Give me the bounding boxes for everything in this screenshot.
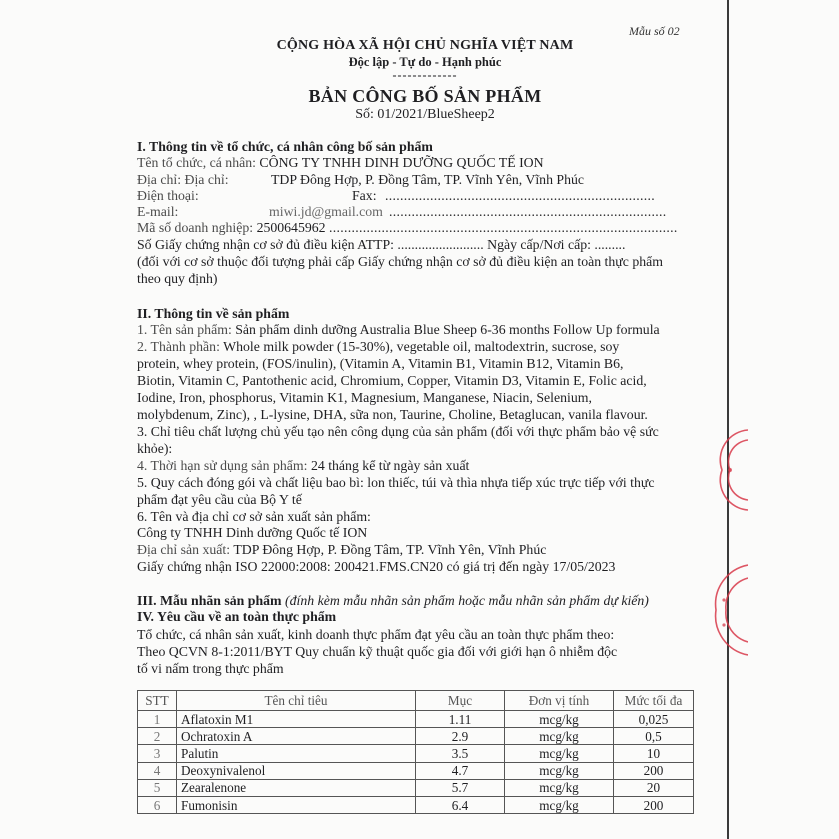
- tax-code-row: [137, 220, 678, 236]
- phone-fax-row: [137, 188, 677, 204]
- section-2-heading: II. Thông tin về sản phẩm: [137, 306, 290, 321]
- cell-criterion: Fumonisin: [177, 796, 416, 813]
- column-header-max-level: Mức tối đa: [614, 691, 694, 711]
- ingredients-row: [137, 339, 619, 355]
- section-3-note: (đính kèm mẫu nhãn sản phẩm hoặc mẫu nhãn sản phẩm dự kiến): [285, 593, 649, 608]
- cell-stt: 5: [138, 779, 177, 796]
- producer-heading: 6. Tên và địa chỉ cơ sở sản xuất sản phẩm:: [137, 509, 371, 524]
- product-name-value: Sản phẩm dinh dưỡng Australia Blue Sheep 6-36 months Follow Up formula: [235, 322, 660, 337]
- cell-item: 4.7: [416, 762, 505, 779]
- fax-label: Fax:: [352, 188, 377, 203]
- tax-code-value: 2500645962: [256, 220, 326, 235]
- cell-item: 6.4: [416, 796, 505, 813]
- org-name-value: CÔNG TY TNHH DINH DƯỠNG QUỐC TẾ ION: [259, 155, 544, 170]
- cell-criterion: Aflatoxin M1: [177, 711, 416, 728]
- document-title: BẢN CÔNG BỐ SẢN PHẨM: [308, 86, 542, 106]
- packaging-line-2: phẩm đạt yêu cầu của Bộ Y tế: [137, 492, 302, 507]
- cell-unit: mcg/kg: [505, 711, 614, 728]
- ingredients-line-4: Iodine, Iron, phosphorus, Vitamin K1, Magnesium, Manganese, Niacin, Selenium,: [137, 390, 592, 405]
- table-row: [138, 711, 694, 728]
- ingredients-line-2: protein, whey protein, (FOS/inulin), (Vitamin A, Vitamin B1, Vitamin B12, Vitamin B6,: [137, 356, 624, 371]
- email-value: miwi.jd@gmail.com: [269, 204, 383, 219]
- cell-stt: 3: [138, 745, 177, 762]
- cell-unit: mcg/kg: [505, 745, 614, 762]
- table-row: [138, 796, 694, 813]
- cell-stt: 2: [138, 728, 177, 745]
- cell-unit: mcg/kg: [505, 728, 614, 745]
- org-name-row: [137, 155, 544, 171]
- shelf-life-label: 4. Thời hạn sử dụng sản phẩm:: [137, 458, 308, 473]
- cell-item: 3.5: [416, 745, 505, 762]
- product-name-row: [137, 322, 660, 338]
- phone-label: Điện thoại:: [137, 188, 199, 203]
- quality-criteria-line-1: 3. Chỉ tiêu chất lượng chủ yếu tạo nên công dụng của sản phẩm (đối với thực phẩm bảo vệ sức: [137, 424, 659, 439]
- section-1-heading: I. Thông tin về tổ chức, cá nhân công bố sản phẩm: [137, 139, 433, 154]
- column-header-item: Mục: [416, 691, 505, 711]
- cell-max-level: 200: [614, 762, 694, 779]
- cell-stt: 4: [138, 762, 177, 779]
- cell-unit: mcg/kg: [505, 779, 614, 796]
- ingredients-line-3: Biotin, Vitamin C, Pantothenic acid, Chromium, Copper, Vitamin D3, Vitamin E, Folic acid,: [137, 373, 647, 388]
- section-3-heading: III. Mẫu nhãn sản phẩm: [137, 593, 282, 608]
- cell-max-level: 20: [614, 779, 694, 796]
- email-dots: ..........................................................................: [389, 204, 667, 219]
- cert-note-line-2: theo quy định): [137, 271, 218, 286]
- address-label: Địa chỉ: Địa chỉ:: [137, 172, 229, 187]
- table-row: [138, 745, 694, 762]
- ingredients-line-5: molybdenum, Zinc), , L-lysine, DHA, sữa non, Taurine, Choline, Betaglucan, vanila flavour.: [137, 407, 648, 422]
- section-4-heading: IV. Yêu cầu về an toàn thực phẩm: [137, 609, 337, 624]
- cell-criterion: Zearalenone: [177, 779, 416, 796]
- table-row: [138, 779, 694, 796]
- ingredients-line-1: Whole milk powder (15-30%), vegetable oil, maltodextrin, sucrose, soy: [223, 339, 620, 354]
- tax-code-label: Mã số doanh nghiệp:: [137, 220, 254, 235]
- fax-dots: ........................................................................: [385, 188, 655, 203]
- safety-requirement-line-3: tố vi nấm trong thực phẩm: [137, 661, 284, 676]
- table-row: [138, 728, 694, 745]
- email-label: E-mail:: [137, 204, 179, 219]
- food-safety-cert-line: Số Giấy chứng nhận cơ sở đủ điều kiện ATTP: ......................... Ngày cấp/Nơi cấp: .........: [137, 237, 626, 252]
- cell-max-level: 10: [614, 745, 694, 762]
- cell-criterion: Palutin: [177, 745, 416, 762]
- producer-name: Công ty TNHH Dinh dưỡng Quốc tế ION: [137, 525, 368, 540]
- column-header-unit: Đơn vị tính: [505, 691, 614, 711]
- safety-requirement-line-2: Theo QCVN 8-1:2011/BYT Quy chuẩn kỹ thuật quốc gia đối với giới hạn ô nhiễm độc: [137, 644, 618, 659]
- cell-item: 2.9: [416, 728, 505, 745]
- email-row: [137, 204, 667, 220]
- section-3-row: [137, 593, 649, 609]
- tax-code-dots: .............................................................................................: [329, 220, 678, 235]
- cert-note-line-1: (đối với cơ sở thuộc đối tượng phải cấp Giấy chứng nhận cơ sở đủ điều kiện an toàn thực phẩm: [137, 254, 663, 269]
- safety-requirement-line-1: Tổ chức, cá nhân sản xuất, kinh doanh thực phẩm đạt yêu cầu an toàn thực phẩm theo:: [137, 627, 615, 642]
- cell-unit: mcg/kg: [505, 762, 614, 779]
- table-row: [138, 762, 694, 779]
- producer-address-row: [137, 542, 546, 558]
- cell-stt: 1: [138, 711, 177, 728]
- separator-line: -------------: [392, 68, 458, 82]
- table-header-row: [138, 691, 694, 711]
- country-heading: CỘNG HÒA XÃ HỘI CHỦ NGHĨA VIỆT NAM: [276, 38, 574, 53]
- producer-address-label: Địa chỉ sản xuất:: [137, 542, 231, 557]
- cell-stt: 6: [138, 796, 177, 813]
- document-number: Số: 01/2021/BlueSheep2: [355, 107, 495, 122]
- motto: Độc lập - Tự do - Hạnh phúc: [348, 55, 502, 69]
- org-name-label: Tên tổ chức, cá nhân:: [137, 155, 256, 170]
- product-name-label: 1. Tên sản phẩm:: [137, 322, 232, 337]
- shelf-life-value: 24 tháng kể từ ngày sản xuất: [310, 458, 470, 473]
- mycotoxin-limits-table: [137, 690, 694, 814]
- cell-criterion: Ochratoxin A: [177, 728, 416, 745]
- form-number: Mẫu số 02: [629, 24, 680, 38]
- packaging-line-1: 5. Quy cách đóng gói và chất liệu bao bì: lon thiếc, túi và thìa nhựa tiếp xúc trực tiếp với thực: [137, 475, 655, 490]
- cell-max-level: 200: [614, 796, 694, 813]
- address-row: [137, 172, 585, 188]
- cell-item: 5.7: [416, 779, 505, 796]
- column-header-criterion: Tên chỉ tiêu: [177, 691, 416, 711]
- quality-criteria-line-2: khỏe):: [137, 441, 173, 456]
- cell-unit: mcg/kg: [505, 796, 614, 813]
- column-header-stt: STT: [138, 691, 177, 711]
- cell-max-level: 0,025: [614, 711, 694, 728]
- ingredients-label: 2. Thành phần:: [137, 339, 220, 354]
- cell-max-level: 0,5: [614, 728, 694, 745]
- red-seal-stamp: [708, 0, 748, 839]
- address-value: TDP Đông Hợp, P. Đồng Tâm, TP. Vĩnh Yên, Vĩnh Phúc: [271, 172, 585, 187]
- shelf-life-row: [137, 458, 469, 474]
- cell-criterion: Deoxynivalenol: [177, 762, 416, 779]
- iso-certificate-line: Giấy chứng nhận ISO 22000:2008: 200421.FMS.CN20 có giá trị đến ngày 17/05/2023: [137, 559, 616, 574]
- producer-address-value: TDP Đông Hợp, P. Đồng Tâm, TP. Vĩnh Yên, Vĩnh Phúc: [233, 542, 547, 557]
- cell-item: 1.11: [416, 711, 505, 728]
